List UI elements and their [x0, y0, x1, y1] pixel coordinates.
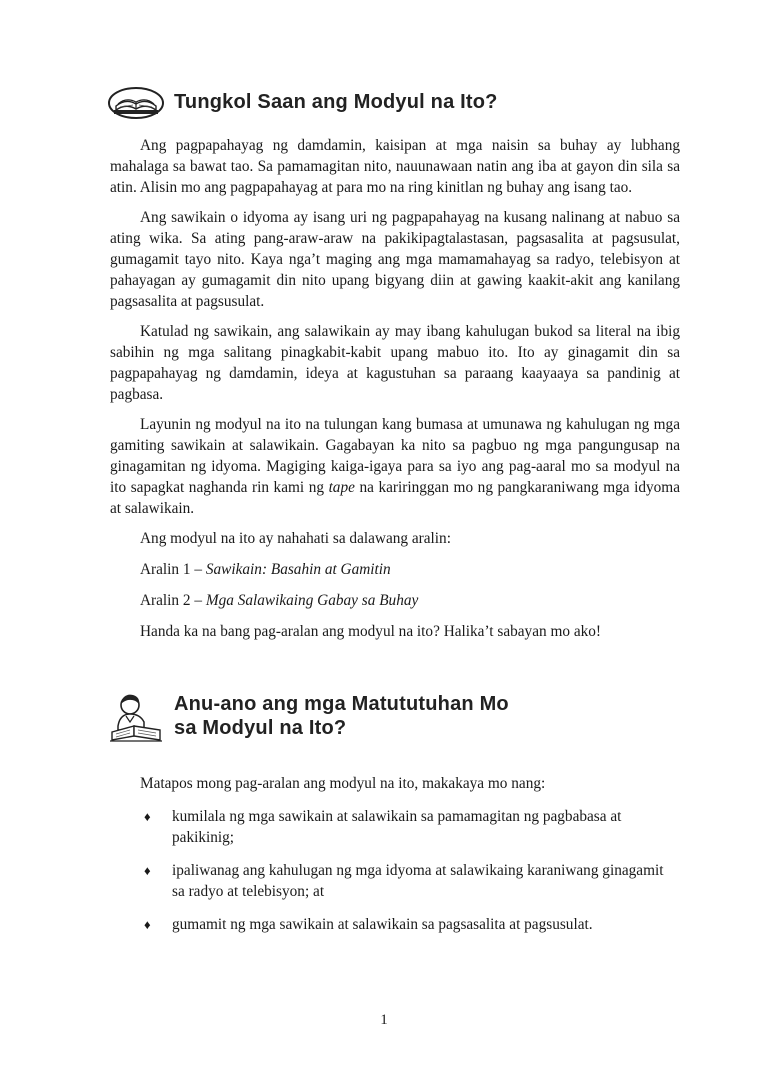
objective-text: kumilala ng mga sawikain at salawikain sa pamamagitan ng pagbabasa at pakikinig;: [172, 808, 622, 846]
section-body-module-about: [110, 135, 680, 652]
lessons-intro: Ang modyul na ito ay nahahati sa dalawang aralin:: [140, 530, 451, 547]
section-title-line: sa Modyul na Ito?: [174, 717, 347, 739]
paragraph-with-emphasis: [110, 414, 680, 519]
paragraph: Ang sawikain o idyoma ay isang uri ng pagpapahayag na kusang nalinang at nabuo sa ating wika. Sa ating pang-araw-araw na pakikipagtalastasan, pagsasalita at pagsusulat, gumagamit tayo nito. Kaya nga’t maging ang mga mamamahayag sa radyo, telebisyon at pahayagan ay gumagamit din nito upang bigyang diin at gawing kaakit-akit ang kanilang pagsasalita at pagsusulat.: [110, 209, 680, 310]
section-heading-objectives: [108, 692, 509, 747]
paragraph-text: Layunin ng modyul na ito na tulungan kang bumasa at umunawa ng kahulugan ng mga gamiting sawikain at salawikain. Gagabayan ka nito sa pagbuo ng mga pangungusap na ginagamitan ng idyoma. Magiging kaiga-igaya para sa iyo ang pag-aaral mo sa modyul na ito sapagkat naghanda rin kami ng: [110, 416, 680, 496]
diamond-bullet-icon: ♦: [144, 809, 151, 824]
page-number: 1: [380, 1012, 388, 1028]
paragraph: Ang pagpapahayag ng damdamin, kaisipan at mga naisin sa buhay ay lubhang mahalaga sa bawat tao. Sa pamamagitan nito, nauunawaan natin ang iba at gayon din sila sa atin. Alisin mo ang pagpapahayag at para mo na ring kinitlan ng buhay ang isang tao.: [110, 137, 680, 196]
lesson-1: [110, 559, 680, 580]
lesson-title: Sawikain: Basahin at Gamitin: [205, 561, 391, 578]
section-body-objectives: [110, 773, 680, 947]
paragraph-text: na kariringgan mo ng pangkaraniwang mga idyoma at salawikain.: [110, 479, 680, 517]
section-title: Tungkol Saan ang Modyul na Ito?: [174, 91, 498, 113]
list-item: [110, 860, 680, 902]
objectives-list: [110, 806, 680, 935]
section-title: [174, 692, 509, 740]
open-book-icon: [108, 86, 164, 125]
paragraph: Katulad ng sawikain, ang salawikain ay may ibang kahulugan bukod sa literal na ibig sabihin ng mga salitang pinagkabit-kabit upang mabuo ito. Ito ay ginagamit din sa pagpapahayag ng damdamin, ideya at kagustuhan sa paraang kaayaaya sa pandinig at pagbasa.: [110, 323, 680, 403]
objective-text: ipaliwanag ang kahulugan ng mga idyoma at salawikaing karaniwang ginagamit sa radyo at telebisyon; at: [172, 862, 664, 900]
lesson-label: Aralin 2 –: [140, 592, 206, 609]
section-title-line: Anu-ano ang mga Matututuhan Mo: [174, 693, 509, 715]
diamond-bullet-icon: ♦: [144, 917, 151, 932]
lesson-2: [110, 590, 680, 611]
diamond-bullet-icon: ♦: [144, 863, 151, 878]
lesson-title: Mga Salawikaing Gabay sa Buhay: [205, 592, 419, 609]
list-item: [110, 806, 680, 848]
student-reading-icon: [108, 692, 164, 747]
objective-text: gumamit ng mga sawikain at salawikain sa pagsasalita at pagsusulat.: [172, 916, 593, 933]
section-heading-module-about: [108, 86, 498, 125]
closing-line: Handa ka na bang pag-aralan ang modyul na ito? Halika’t sabayan mo ako!: [140, 623, 602, 640]
emphasis-tape: tape: [328, 479, 355, 496]
lesson-label: Aralin 1 –: [140, 561, 206, 578]
objectives-intro: Matapos mong pag-aralan ang modyul na ito, makakaya mo nang:: [140, 775, 546, 792]
list-item: [110, 914, 680, 935]
